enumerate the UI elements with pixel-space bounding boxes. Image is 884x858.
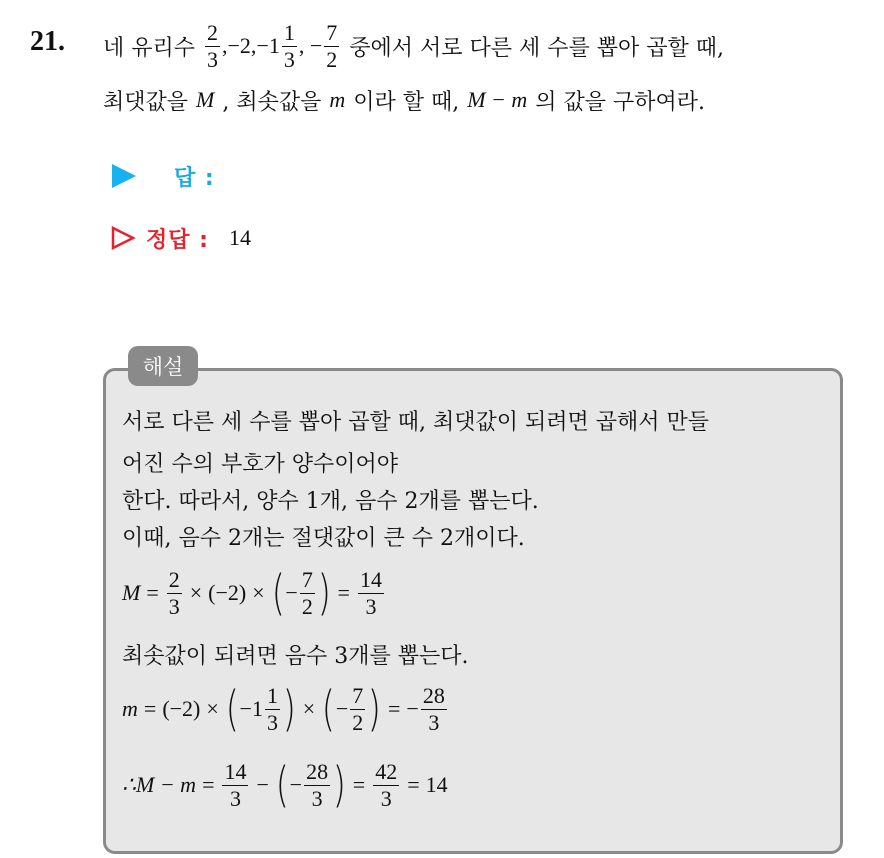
solution-tab: 해설	[128, 346, 198, 386]
question-line-2: 최댓값을 M , 최솟값을 m 이라 할 때, M − m 의 값을 구하여라.	[103, 87, 706, 115]
solution-line-4: 이때, 음수 2개는 절댓값이 큰 수 2개이다.	[122, 525, 525, 551]
solution-line-3: 한다. 따라서, 양수 1개, 음수 2개를 뽑는다.	[122, 488, 539, 514]
correct-answer-row	[110, 222, 251, 254]
fraction-two-thirds: $\frac{2}{3}$	[207, 19, 219, 72]
fraction-one-third: $\frac{1}{3}$	[283, 19, 295, 72]
variable-m: m	[329, 87, 346, 112]
question-line-1: 네 유리수 $\frac{2}{3}$ , −2, −1 $\frac{1}{3}$ , − $\frac{7}{2}$ 중에서 서로 다른 세 수를 뽑아 곱할 때,	[103, 19, 725, 72]
play-triangle-icon	[112, 164, 136, 188]
expression-M-minus-m: M − m	[467, 87, 528, 112]
question-number: 21.	[30, 26, 65, 57]
variable-M: M	[196, 87, 215, 112]
solution-line-2: 어진 수의 부호가 양수이어야	[122, 451, 399, 477]
answer-label: 답 :	[174, 165, 215, 191]
answer-field[interactable]	[110, 160, 215, 192]
solution-line-1: 서로 다른 세 수를 뽑아 곱할 때, 최댓값이 되려면 곱해서 만들	[122, 409, 709, 435]
solution-equation-min: m = (−2) × ( −1 $\frac{1}{3}$ ) × ( − $\frac{7}{2}$ ) = − $\frac{28}{3}$	[122, 681, 445, 737]
fraction-seven-halves: $\frac{7}{2}$	[326, 19, 338, 72]
question-intro: 네 유리수	[103, 35, 196, 61]
solution-equation-max: M = $\frac{2}{3}$ × (−2) × ( − $\frac{7}{2}$ ) = $\frac{14}{3}$	[122, 565, 382, 621]
correct-answer-label: 정답 :	[146, 227, 209, 253]
correct-answer-value: 14	[228, 225, 251, 250]
question-outro: 중에서 서로 다른 세 수를 뽑아 곱할 때,	[349, 35, 725, 61]
outline-triangle-icon	[110, 225, 136, 251]
solution-equation-difference: ∴M − m = $\frac{14}{3}$ − ( − $\frac{28}{3}$ ) = $\frac{42}{3}$ = 14	[122, 757, 448, 813]
solution-line-6: 최솟값이 되려면 음수 3개를 뽑는다.	[122, 643, 469, 669]
